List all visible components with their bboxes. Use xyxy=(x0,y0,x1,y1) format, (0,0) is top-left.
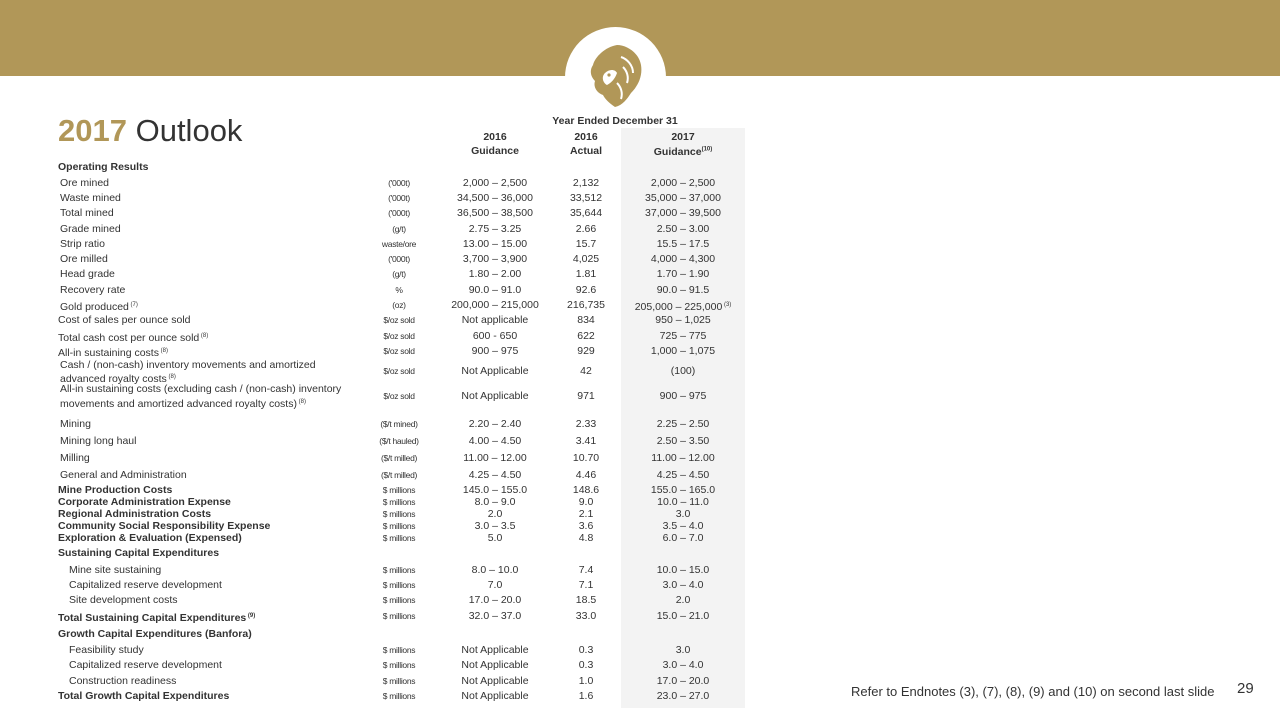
value-cell: 900 – 975 xyxy=(471,345,519,357)
value-cell: 148.6 xyxy=(572,484,600,496)
value-cell: 33,512 xyxy=(569,192,603,204)
value-cell: 155.0 – 165.0 xyxy=(650,484,716,496)
value-cell: 2.0 xyxy=(487,508,503,520)
value-cell: 1.6 xyxy=(578,690,594,702)
unit-cell: $ millions xyxy=(382,660,416,670)
row-label: Corporate Administration Expense xyxy=(58,496,231,508)
col-2016-guidance-year: 2016 xyxy=(483,131,507,143)
page-title xyxy=(58,112,242,150)
value-cell: 8.0 – 9.0 xyxy=(474,496,516,508)
value-cell: 7.4 xyxy=(578,564,594,576)
value-cell: 725 – 775 xyxy=(659,330,707,342)
value-cell: Not Applicable xyxy=(461,644,529,656)
col-2016-guidance-label: Guidance xyxy=(471,145,519,157)
row-label: Ore mined xyxy=(60,177,110,189)
unit-cell: $ millions xyxy=(382,676,416,686)
value-cell: 2,000 – 2,500 xyxy=(462,177,528,189)
value-cell: 90.0 – 91.0 xyxy=(468,284,522,296)
value-cell: 3.6 xyxy=(578,520,594,532)
value-cell: 15.0 – 21.0 xyxy=(656,610,710,622)
unit-cell: $ millions xyxy=(382,485,416,495)
value-cell: 200,000 – 215,000 xyxy=(451,299,539,311)
value-cell: 17.0 – 20.0 xyxy=(656,675,710,687)
value-cell: 4.25 – 4.50 xyxy=(468,469,522,481)
col-2016-actual-label: Actual xyxy=(569,145,603,157)
value-cell: 971 xyxy=(577,390,595,402)
value-cell: 205,000 – 225,000 $^{(3)}$ xyxy=(634,301,732,313)
value-cell: 36,500 – 38,500 xyxy=(457,207,533,219)
row-label: Milling xyxy=(60,452,90,464)
row-label: Mine site sustaining xyxy=(69,564,162,576)
row-label-continued: movements and amortized advanced royalty costs) $^{(8)}$ xyxy=(60,398,306,410)
value-cell: 2.20 – 2.40 xyxy=(468,418,522,430)
title-year: 2017 xyxy=(58,113,127,148)
unit-cell: ($/t hauled) xyxy=(379,436,419,446)
value-cell: 13.00 – 15.00 xyxy=(462,238,528,250)
row-label: Exploration & Evaluation (Expensed) xyxy=(58,532,242,544)
value-cell: 90.0 – 91.5 xyxy=(656,284,710,296)
row-label: Mining long haul xyxy=(60,435,137,447)
value-cell: 4,000 – 4,300 xyxy=(650,253,716,265)
value-cell: 7.0 xyxy=(487,579,503,591)
unit-cell: ($/t milled) xyxy=(380,470,418,480)
unit-cell: $ millions xyxy=(382,509,416,519)
value-cell: 11.00 – 12.00 xyxy=(651,452,715,464)
unit-cell: $ millions xyxy=(382,580,416,590)
value-cell: 15.7 xyxy=(575,238,597,250)
unit-cell: $ millions xyxy=(382,521,416,531)
row-label: Capitalized reserve development xyxy=(69,579,222,591)
value-cell: 950 – 1,025 xyxy=(655,314,711,326)
unit-cell: $ millions xyxy=(382,611,416,621)
value-cell: Not applicable xyxy=(461,314,529,326)
unit-cell: $/oz sold xyxy=(383,315,415,325)
value-cell: 42 xyxy=(580,365,592,377)
value-cell: 1,000 – 1,075 xyxy=(650,345,716,357)
unit-cell: ('000t) xyxy=(388,178,410,188)
value-cell: 0.3 xyxy=(578,659,594,671)
value-cell: 5.0 xyxy=(487,532,503,544)
value-cell: 3.0 xyxy=(675,508,691,520)
row-label: Waste mined xyxy=(60,192,121,204)
value-cell: 35,644 xyxy=(569,207,603,219)
col-2017-guidance-label: Guidance$^{(10)}$ xyxy=(653,146,713,158)
value-cell: 1.70 – 1.90 xyxy=(656,268,710,280)
value-cell: 2.0 xyxy=(675,594,691,606)
value-cell: 37,000 – 39,500 xyxy=(645,207,721,219)
unit-cell: $ millions xyxy=(382,497,416,507)
value-cell: 216,735 xyxy=(567,299,605,311)
value-cell: 7.1 xyxy=(578,579,594,591)
row-label: Mine Production Costs xyxy=(58,484,173,496)
unit-cell: $ millions xyxy=(382,691,416,701)
unit-cell: $ millions xyxy=(382,645,416,655)
value-cell: 2.1 xyxy=(578,508,594,520)
value-cell: 3.5 – 4.0 xyxy=(662,520,704,532)
row-label: Total mined xyxy=(60,207,114,219)
value-cell: 2.50 – 3.50 xyxy=(656,435,710,447)
value-cell: 18.5 xyxy=(575,594,597,606)
unit-cell: (g/t) xyxy=(392,269,406,279)
value-cell: 6.0 – 7.0 xyxy=(662,532,704,544)
value-cell: 3.41 xyxy=(575,435,597,447)
value-cell: Not Applicable xyxy=(461,390,529,402)
col-2017-guidance-year: 2017 xyxy=(671,131,695,143)
value-cell: 4.8 xyxy=(578,532,594,544)
row-label: Ore milled xyxy=(60,253,108,265)
row-label: Mining xyxy=(60,418,91,430)
row-label: Gold produced $^{(7)}$ xyxy=(60,301,138,313)
page-number: 29 xyxy=(1237,680,1254,697)
value-cell: Not Applicable xyxy=(461,659,529,671)
row-label: Head grade xyxy=(60,268,115,280)
row-label: All-in sustaining costs $^{(8)}$ xyxy=(58,347,168,359)
row-label-continued: advanced royalty costs $^{(8)}$ xyxy=(60,373,176,385)
value-cell: 929 xyxy=(577,345,595,357)
value-cell: 2,132 xyxy=(572,177,600,189)
value-cell: 622 xyxy=(577,330,595,342)
row-label: Capitalized reserve development xyxy=(69,659,222,671)
value-cell: 10.70 xyxy=(572,452,600,464)
endnotes-reference: Refer to Endnotes (3), (7), (8), (9) and (10) on second last slide xyxy=(851,684,1215,699)
value-cell: 145.0 – 155.0 xyxy=(462,484,528,496)
row-label: Strip ratio xyxy=(60,238,105,250)
value-cell: 1.0 xyxy=(578,675,594,687)
row-label: Construction readiness xyxy=(69,675,177,687)
value-cell: 92.6 xyxy=(575,284,597,296)
row-label: General and Administration xyxy=(60,469,187,481)
unit-cell: ($/t milled) xyxy=(380,453,418,463)
lion-head-icon xyxy=(587,43,643,109)
value-cell: 834 xyxy=(577,314,595,326)
value-cell: 2.50 – 3.00 xyxy=(656,223,710,235)
value-cell: 8.0 – 10.0 xyxy=(471,564,519,576)
value-cell: 3.0 – 4.0 xyxy=(662,659,704,671)
row-label: Site development costs xyxy=(69,594,178,606)
unit-cell: % xyxy=(395,285,403,295)
unit-cell: (oz) xyxy=(392,300,406,310)
value-cell: 17.0 – 20.0 xyxy=(468,594,522,606)
value-cell: 10.0 – 15.0 xyxy=(656,564,710,576)
value-cell: 3,700 – 3,900 xyxy=(462,253,528,265)
unit-cell: $ millions xyxy=(382,595,416,605)
value-cell: 3.0 – 4.0 xyxy=(662,579,704,591)
value-cell: 23.0 – 27.0 xyxy=(656,690,710,702)
unit-cell: $/oz sold xyxy=(383,346,415,356)
value-cell: 9.0 xyxy=(578,496,594,508)
row-label: Cost of sales per ounce sold xyxy=(58,314,191,326)
value-cell: 1.80 – 2.00 xyxy=(468,268,522,280)
row-label: Sustaining Capital Expenditures xyxy=(58,547,220,559)
row-label: Grade mined xyxy=(60,223,121,235)
value-cell: 2.33 xyxy=(575,418,597,430)
value-cell: 1.81 xyxy=(575,268,597,280)
value-cell: Not Applicable xyxy=(461,675,529,687)
value-cell: 33.0 xyxy=(575,610,597,622)
unit-cell: $/oz sold xyxy=(383,366,415,376)
value-cell: 3.0 xyxy=(675,644,691,656)
unit-cell: ($/t mined) xyxy=(380,419,418,429)
unit-cell: $/oz sold xyxy=(383,331,415,341)
row-label: Operating Results xyxy=(58,161,149,173)
unit-cell: $ millions xyxy=(382,533,416,543)
unit-cell: ('000t) xyxy=(388,208,410,218)
unit-cell: $ millions xyxy=(382,565,416,575)
unit-cell: (g/t) xyxy=(392,224,406,234)
row-label: Growth Capital Expenditures (Banfora) xyxy=(58,628,252,640)
value-cell: 32.0 – 37.0 xyxy=(468,610,522,622)
value-cell: Not Applicable xyxy=(461,690,529,702)
value-cell: (100) xyxy=(670,365,696,377)
value-cell: 2.75 – 3.25 xyxy=(468,223,522,235)
row-label: Regional Administration Costs xyxy=(58,508,212,520)
value-cell: 2.66 xyxy=(575,223,597,235)
value-cell: 10.0 – 11.0 xyxy=(657,496,709,508)
row-label: Feasibility study xyxy=(69,644,144,656)
value-cell: 2.25 – 2.50 xyxy=(656,418,710,430)
value-cell: 4,025 xyxy=(572,253,600,265)
value-cell: 34,500 – 36,000 xyxy=(457,192,533,204)
value-cell: 15.5 – 17.5 xyxy=(656,238,710,250)
value-cell: 600 - 650 xyxy=(472,330,518,342)
value-cell: 900 – 975 xyxy=(659,390,707,402)
value-cell: 4.25 – 4.50 xyxy=(656,469,710,481)
value-cell: 4.00 – 4.50 xyxy=(468,435,522,447)
row-label: Total Sustaining Capital Expenditures $^{(9)}$ xyxy=(58,612,256,624)
period-header: Year Ended December 31 xyxy=(552,115,678,127)
value-cell: Not Applicable xyxy=(461,365,529,377)
value-cell: 11.00 – 12.00 xyxy=(463,452,527,464)
value-cell: 4.46 xyxy=(575,469,597,481)
row-label: Recovery rate xyxy=(60,284,126,296)
value-cell: 0.3 xyxy=(578,644,594,656)
col-2016-actual-year: 2016 xyxy=(574,131,598,143)
unit-cell: $/oz sold xyxy=(383,391,415,401)
row-label: Total cash cost per ounce sold $^{(8)}$ xyxy=(58,332,209,344)
logo-badge xyxy=(565,27,666,128)
unit-cell: ('000t) xyxy=(388,254,410,264)
unit-cell: waste/ore xyxy=(381,239,417,249)
row-label: Community Social Responsibility Expense xyxy=(58,520,271,532)
value-cell: 35,000 – 37,000 xyxy=(645,192,721,204)
row-label: Total Growth Capital Expenditures xyxy=(58,690,230,702)
row-label: Cash / (non-cash) inventory movements and amortized xyxy=(60,359,316,371)
row-label: All-in sustaining costs (excluding cash / (non-cash) inventory xyxy=(60,383,342,395)
title-word: Outlook xyxy=(135,113,243,148)
value-cell: 3.0 – 3.5 xyxy=(474,520,516,532)
value-cell: 2,000 – 2,500 xyxy=(650,177,716,189)
unit-cell: ('000t) xyxy=(388,193,410,203)
